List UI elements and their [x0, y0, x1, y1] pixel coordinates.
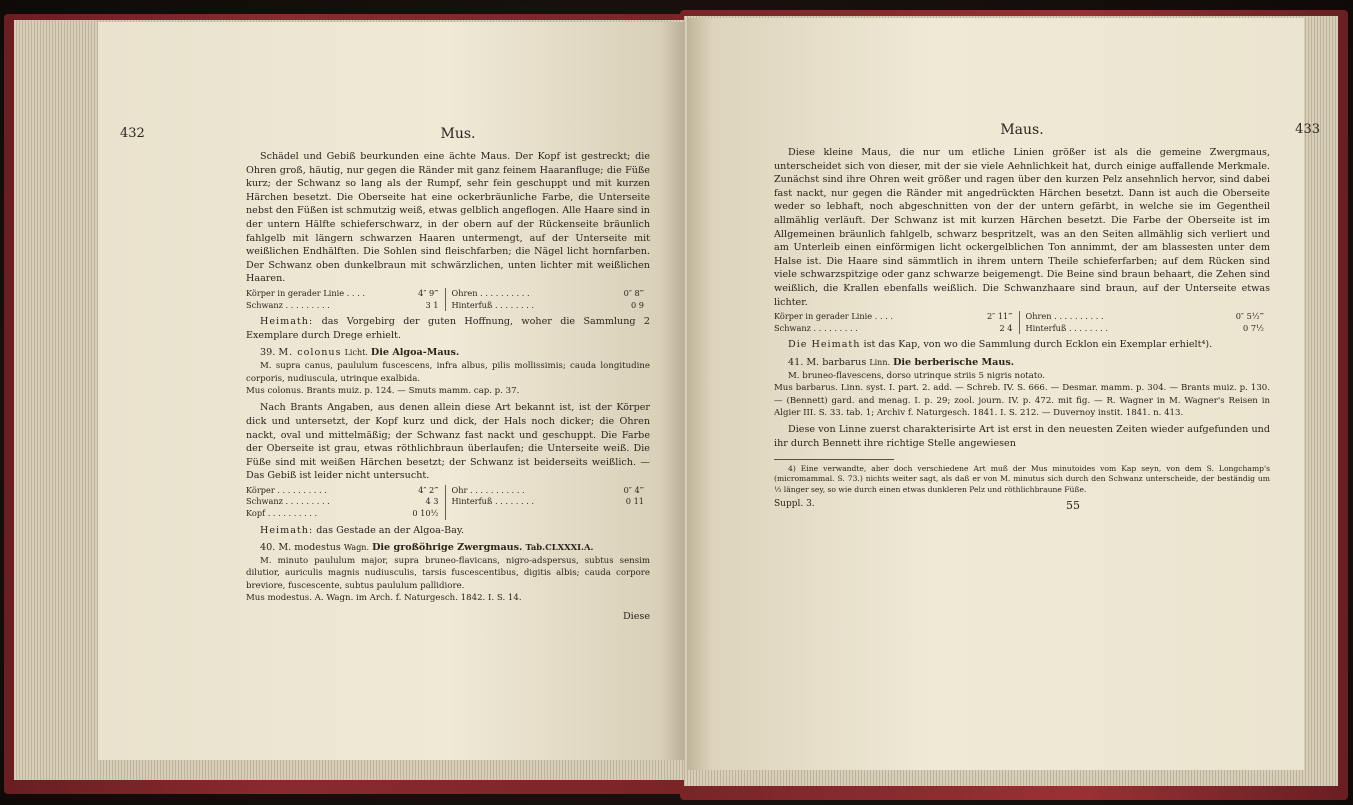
measurement-row: Ohren . . . . . . . . . . 0″ 5½‴ [1025, 311, 1264, 322]
habitat-paragraph: Die Heimath ist das Kap, von wo die Sammlung durch Ecklon ein Exemplar erhielt⁴). [788, 339, 1213, 351]
synonymy: Mus colonus. Brants muiz. p. 124. — Smuts mamm. cap. p. 37. [246, 385, 520, 396]
measurement-row: Körper . . . . . . . . . . 4″ 2‴ [246, 484, 439, 495]
measurements-table [774, 311, 1270, 334]
paragraph: Schädel und Gebiß beurkunden eine ächte Maus. Der Kopf ist gestreckt; die Ohren groß, häutig, nur gegen die Ränder mit ganz feinem Haaranfluge; die Füße kurz; der Schwanz so lang als der Rumpf, sehr fein geschuppt und mit kurzen Härchen besetzt. Die Oberseite hat eine ockerbräunliche Farbe, die Unterseite nebst den Füßen ist schmutzig weiß, etwas gelblich angeflogen. Alle Haare sind in der untern Hälfte schieferschwarz, in der obern auf der Rückenseite bräunlich fahlgelb mit längern schwarzen Haaren untermengt, auf der Unterseite mit weißlichen Endhälften. Die Sohlen sind fleischfarben; die Nägel licht hornfarben. Der Schwanz oben dunkelbraun mit schwärzlichen, unten lichter mit weißlichen Haaren. [246, 151, 650, 285]
left-page [98, 22, 684, 760]
running-title: Mus. [440, 126, 476, 142]
latin-diagnosis: M. minuto paululum major, supra bruneo-flavicans, nigro-adspersus, subtus sensim dilutior, auriculis magnis nudiusculis, tarsis fuscescentibus, digitis albis; cauda corpore breviore, fuscescente, subtus paululum pallidiore. [246, 556, 650, 591]
habitat-paragraph: Heimath: das Vorgebirg der guten Hoffnung, woher die Sammlung 2 Exemplare durch Drege erhielt. [246, 316, 650, 341]
footnote: 4) Eine verwandte, aber doch verschiedene Art muß der Mus minutoides vom Kap seyn, von dem S. Longchamp's (micromammal. S. 73.) nichts weiter sagt, als daß er von M. minutus sich durch den Schwanz unterscheide, der beständig um ⅓ länger sey, so wie durch einen etwas dunkleren Pelz und röthlichbraune Füße. [774, 463, 1270, 494]
page-number: 433 [1295, 122, 1320, 137]
measurements-table [246, 485, 650, 520]
latin-diagnosis: M. supra canus, paululum fuscescens, infra albus, pilis mollissimis; cauda longitudine corporis, nudiuscula, utrinque exalbida. [246, 361, 650, 384]
right-page-content [774, 18, 1320, 513]
paragraph: Nach Brants Angaben, aus denen allein diese Art bekannt ist, ist der Körper dick und untersetzt, der Kopf kurz und dick, der Hals noch dicker; die Ohren nackt, oval und mittelmäßig; der Schwanz fast nackt und geschuppt. Die Farbe der Oberseite ist grau, etwas röthlichbraun überlaufen; die Unterseite weiß. Die Füße sind mit weißen Härchen besetzt; der Schwanz ist beiderseits weißlich. — Das Gebiß ist leider nicht untersucht. [246, 402, 650, 482]
species-heading: 41. M. barbarus Linn. Die berberische Maus. [788, 356, 1015, 368]
measurement-row: Kopf . . . . . . . . . . 0 10½ [246, 508, 439, 519]
measurement-row: Schwanz . . . . . . . . . 2 4 [774, 322, 1013, 333]
page-footer [774, 499, 1270, 512]
measurement-row: Ohren . . . . . . . . . . 0″ 8‴ [451, 287, 644, 298]
measurement-row: Hinterfuß . . . . . . . . 0 11 [451, 496, 644, 507]
habitat-paragraph: Heimath: das Gestade an der Algoa-Bay. [260, 524, 465, 536]
synonymy: Mus barbarus. Linn. syst. I. part. 2. add. — Schreb. IV. S. 666. — Desmar. mamm. p. 304. — Brants muiz. p. 130. — (Bennett) gard. and menag. I. p. 29; zool. journ. IV. p. 472. mit fig. — R. Wagner in M. Wagner's Reisen in Algier III. S. 33. tab. 1; Archiv f. Naturgesch. 1841. I. S. 212. — Duvernoy instit. 1841. n. 413. [774, 383, 1270, 418]
measurement-row: Schwanz . . . . . . . . . 3 1 [246, 299, 439, 310]
measurement-row: Schwanz . . . . . . . . . 4 3 [246, 496, 439, 507]
left-page-header [120, 126, 650, 150]
paragraph: Diese von Linne zuerst charakterisirte Art ist erst in den neuesten Zeiten wieder aufgefunden und ihr durch Bennett ihre richtige Stelle angewiesen [774, 424, 1270, 449]
sheet-number: 55 [1066, 499, 1080, 513]
synonymy: Mus modestus. A. Wagn. im Arch. f. Naturgesch. 1842. I. S. 14. [246, 593, 522, 604]
measurements-table [246, 288, 650, 311]
measurement-row: Körper in gerader Linie . . . . 4″ 9‴ [246, 287, 439, 298]
running-title: Maus. [1000, 122, 1044, 138]
footnote-rule [774, 459, 894, 460]
page-number: 432 [120, 126, 145, 141]
left-page-content [120, 22, 650, 622]
measurement-row: Hinterfuß . . . . . . . . 0 7½ [1025, 322, 1264, 333]
species-heading: 39. M. colonus Licht. Die Algoa-Maus. [260, 347, 460, 359]
measurement-row: Körper in gerader Linie . . . . 2″ 11‴ [774, 311, 1013, 322]
paragraph: Diese kleine Maus, die nur um etliche Linien größer ist als die gemeine Zwergmaus, unterscheidet sich von dieser, mit der sie viele Aehnlichkeit hat, durch einige auffallende Merkmale. Zunächst sind ihre Ohren weit größer und ragen über den kurzen Pelz ansehnlich hervor, sind dabei fast nackt, nur gegen die Ränder mit angedrückten Härchen besetzt. Dann ist auch die Oberseite weder so lebhaft, noch abgeschnitten von der der untern gefärbt, in welche sie im Gegentheil allmählig verläuft. Der Schwanz ist mit kurzen Härchen besetzt. Die Farbe der Oberseite ist im Allgemeinen bräunlich fahlgelb, schwarz bespritzelt, was an den Seiten allmählig sich verliert und am Unterleib einen einförmigen licht ockergelblichen Ton annimmt, der am blassesten unter dem Halse ist. Die Haare sind sämmtlich in ihrem untern Theile schieferfarben; auf dem Rücken sind viele schwarzspitzige oder ganz schwarze beigemengt. Die Beine sind braun behaart, die Zehen sind weißlich, die Krallen ebenfalls weißlich. Die Schwanzhaare sind braun, auf der Unterseite etwas lichter. [774, 147, 1270, 308]
right-page-header [774, 122, 1320, 146]
signature-mark: Suppl. 3. [774, 499, 815, 510]
species-heading: 40. M. modestus Wagn. Die großöhrige Zwergmaus. Tab.CLXXXI.A. [260, 542, 594, 554]
catchword: Diese [622, 610, 650, 622]
right-page [688, 18, 1320, 770]
latin-diagnosis: M. bruneo-flavescens, dorso utrinque striis 5 nigris notato. [788, 370, 1046, 381]
measurement-row: Hinterfuß . . . . . . . . 0 9 [451, 299, 644, 310]
measurement-row: Ohr . . . . . . . . . . . 0″ 4‴ [451, 484, 644, 495]
